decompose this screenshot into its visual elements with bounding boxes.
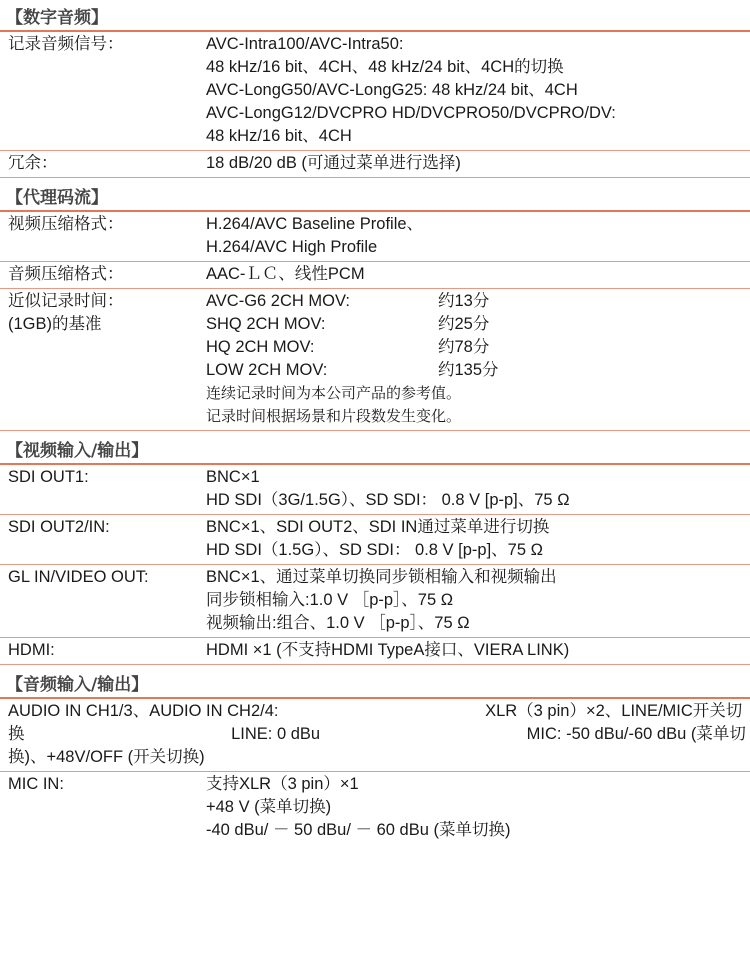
row-value: HD SDI（1.5G）、SD SDI： 0.8 V [p-p]、75 Ω [206, 541, 543, 559]
row-value: BNC×1、SDI OUT2、SDI IN通过菜单进行切换 [206, 518, 550, 536]
row-label: SDI OUT2/IN: [8, 518, 110, 536]
row-label: (1GB)的基准 [8, 315, 102, 333]
section-proxy [0, 186, 750, 431]
spec-row-record-audio [0, 32, 750, 151]
spec-row-hdmi [0, 638, 750, 665]
row-label: 记录音频信号： [8, 35, 124, 53]
row-value: 48 kHz/16 bit、4CH、48 kHz/24 bit、4CH的切换 [206, 58, 564, 76]
record-time-note: 记录时间根据场景和片段数发生变化。 [206, 408, 462, 425]
section-audio-io [0, 673, 750, 844]
row-value: H.264/AVC High Profile [206, 238, 378, 256]
section-title: 【数字音频】 [0, 6, 750, 32]
row-value: BNC×1、通过菜单切换同步锁相输入和视频输出 [206, 568, 557, 586]
spec-row-gl-in-video-out [0, 565, 750, 638]
row-value: H.264/AVC Baseline Profile、 [206, 215, 424, 233]
section-title: 【视频输入/输出】 [0, 439, 750, 465]
row-value: -40 dBu/ － 50 dBu/ － 60 dBu (菜单切换) [206, 821, 511, 839]
row-value: HD SDI（3G/1.5G）、SD SDI： 0.8 V [p-p]、75 Ω [206, 491, 570, 509]
section-title: 【音频输入/输出】 [0, 673, 750, 699]
spec-row-headroom [0, 151, 750, 178]
section-title: 【代理码流】 [0, 186, 750, 212]
row-value: +48 V (菜单切换) [206, 798, 332, 816]
row-value: AAC-ＬＣ、线性PCM [206, 265, 365, 283]
spec-row-mic-in [0, 772, 750, 844]
row-label: 视频压缩格式： [8, 215, 124, 233]
row-value: XLR（3 pin）×2、LINE/MIC开关切换 [8, 702, 743, 743]
spec-row-audio-compression [0, 262, 750, 289]
section-video-io [0, 439, 750, 665]
row-label: MIC IN: [8, 775, 64, 793]
row-value: AVC-LongG12/DVCPRO HD/DVCPRO50/DVCPRO/DV: [206, 104, 616, 122]
spec-row-sdi-out1 [0, 465, 750, 515]
row-value: AVC-LongG50/AVC-LongG25: 48 kHz/24 bit、4CH [206, 81, 578, 99]
row-label: GL IN/VIDEO OUT: [8, 568, 149, 586]
row-label: 冗余： [8, 154, 58, 172]
row-value: HDMI ×1 (不支持HDMI TypeA接口、VIERA LINK) [206, 641, 570, 659]
record-time-item: AVC-G6 2CH MOV: 约13分 [206, 292, 490, 310]
row-value: 18 dB/20 dB (可通过菜单进行选择) [206, 154, 461, 172]
row-label: AUDIO IN CH1/3、AUDIO IN CH2/4: [8, 702, 279, 720]
row-value: LINE: 0 dBu [231, 725, 321, 743]
spec-row-video-compression [0, 212, 750, 262]
row-value: BNC×1 [206, 468, 260, 486]
spec-row-sdi-out2-in [0, 515, 750, 565]
row-label: HDMI: [8, 641, 55, 659]
record-time-item: HQ 2CH MOV: 约78分 [206, 338, 490, 356]
row-label: SDI OUT1: [8, 468, 89, 486]
row-value: 支持XLR（3 pin）×1 [206, 775, 359, 793]
row-label: 音频压缩格式： [8, 265, 124, 283]
section-digital-audio [0, 6, 750, 178]
row-value: MIC: -50 dBu/-60 dBu (菜单切换)、+48V/OFF (开关切换) [8, 725, 746, 766]
row-value: 同步锁相输入:1.0 V ［p-p］、75 Ω [206, 591, 454, 609]
row-value: 视频输出:组合、1.0 V ［p-p］、75 Ω [206, 614, 470, 632]
row-label: 近似记录时间： [8, 292, 124, 310]
spec-row-audio-in [0, 699, 750, 772]
spec-row-record-time [0, 289, 750, 431]
row-value: AVC-Intra100/AVC-Intra50: [206, 35, 404, 53]
row-value: 48 kHz/16 bit、4CH [206, 127, 352, 145]
record-time-note: 连续记录时间为本公司产品的参考值。 [206, 385, 462, 402]
record-time-item: SHQ 2CH MOV: 约25分 [206, 315, 490, 333]
record-time-item: LOW 2CH MOV: 约135分 [206, 361, 499, 379]
